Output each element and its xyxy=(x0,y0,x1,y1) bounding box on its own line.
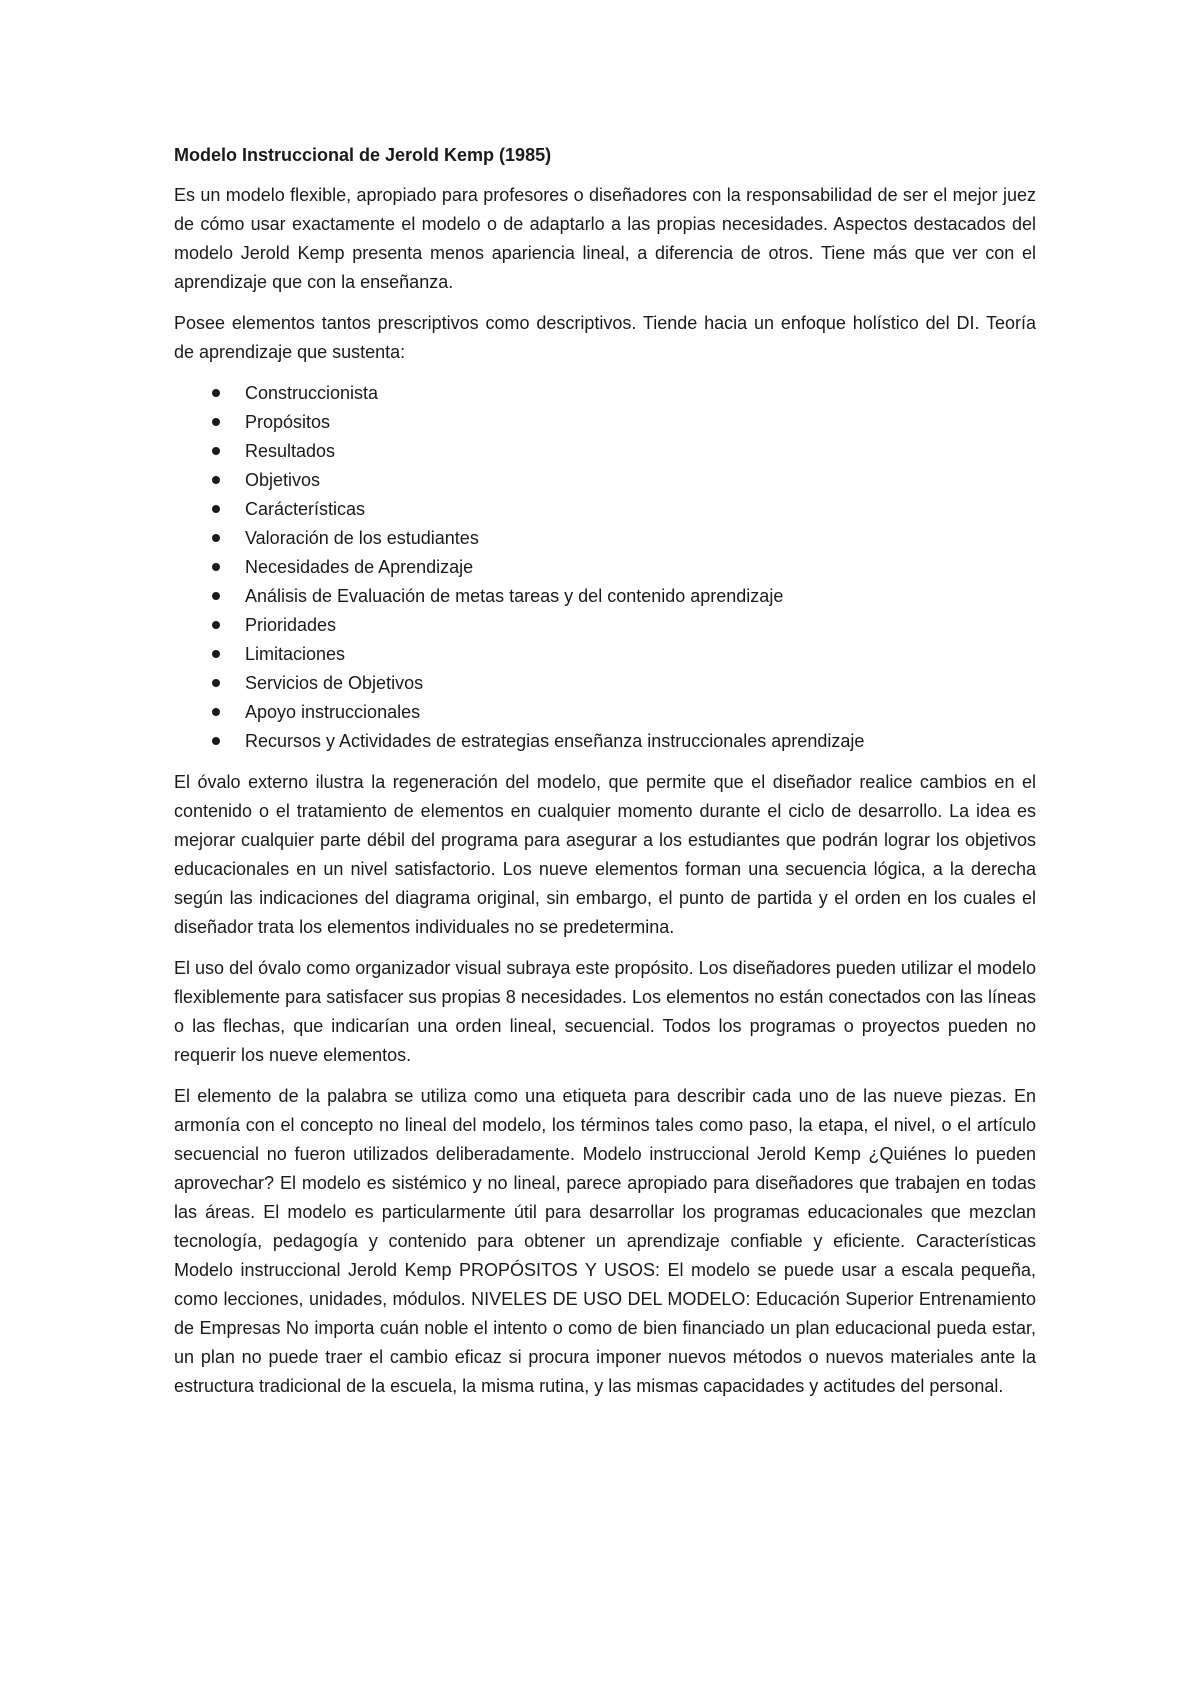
list-item xyxy=(174,727,1036,756)
list-item-text: Prioridades xyxy=(245,615,337,635)
paragraph-theory: Posee elementos tantos prescriptivos como descriptivos. Tiende hacia un enfoque holístico del DI. Teoría de aprendizaje que sustenta: xyxy=(174,313,1036,362)
list-item xyxy=(174,698,1036,727)
bullet-icon xyxy=(212,621,220,629)
list-item-text: Valoración de los estudiantes xyxy=(245,528,479,548)
list-item xyxy=(174,582,1036,611)
list-item xyxy=(174,553,1036,582)
list-item-text: Apoyo instruccionales xyxy=(245,702,421,722)
list-item-text: Necesidades de Aprendizaje xyxy=(245,557,474,577)
bullet-icon xyxy=(212,679,220,687)
paragraph-organizer: El uso del óvalo como organizador visual subraya este propósito. Los diseñadores pueden utilizar el modelo flexiblemente para satisfacer sus propias 8 necesidades. Los elementos no están conectados con las líneas o las flechas, que indicarían una orden lineal, secuencial. Todos los programas o proyectos pueden no requerir los nueve elementos. xyxy=(174,958,1036,1065)
list-item xyxy=(174,466,1036,495)
list-item-text: Carácterísticas xyxy=(245,499,366,519)
bullet-icon xyxy=(212,563,220,571)
list-item-text: Limitaciones xyxy=(245,644,346,664)
bullet-icon xyxy=(212,389,220,397)
list-item-text: Objetivos xyxy=(245,470,321,490)
bullet-list xyxy=(174,379,1036,756)
list-item-text: Propósitos xyxy=(245,412,331,432)
paragraph-element: El elemento de la palabra se utiliza como una etiqueta para describir cada uno de las nueve piezas. En armonía con el concepto no lineal del modelo, los términos tales como paso, la etapa, el nivel, o el artículo secuencial no fueron utilizados deliberadamente. Modelo instruccional Jerold Kemp ¿Quiénes lo pueden aprovechar? El modelo es sistémico y no lineal, parece apropiado para diseñadores que trabajen en todas las áreas. El modelo es particularmente útil para desarrollar los programas educacionales que mezclan tecnología, pedagogía y contenido para obtener un aprendizaje confiable y eficiente. Características Modelo instruccional Jerold Kemp PROPÓSITOS Y USOS: El modelo se puede usar a escala pequeña, como lecciones, unidades, módulos. NIVELES DE USO DEL MODELO: Educación Superior Entrenamiento de Empresas No importa cuán noble el intento o como de bien financiado un plan educacional pueda estar, un plan no puede traer el cambio eficaz si procura imponer nuevos métodos o nuevos materiales ante la estructura tradicional de la escuela, la misma rutina, y las mismas capacidades y actitudes del personal. xyxy=(174,1086,1036,1396)
list-item-text: Análisis de Evaluación de metas tareas y del contenido aprendizaje xyxy=(245,586,784,606)
list-item xyxy=(174,379,1036,408)
bullet-icon xyxy=(212,447,220,455)
list-item xyxy=(174,437,1036,466)
list-item xyxy=(174,669,1036,698)
list-item xyxy=(174,495,1036,524)
list-item xyxy=(174,408,1036,437)
list-item-text: Construccionista xyxy=(245,383,379,403)
bullet-icon xyxy=(212,505,220,513)
document-page xyxy=(174,141,1036,1413)
bullet-icon xyxy=(212,737,220,745)
bullet-icon xyxy=(212,418,220,426)
list-item-text: Resultados xyxy=(245,441,336,461)
list-item xyxy=(174,611,1036,640)
paragraph-oval: El óvalo externo ilustra la regeneración del modelo, que permite que el diseñador realice cambios en el contenido o el tratamiento de elementos en cualquier momento durante el ciclo de desarrollo. La idea es mejorar cualquier parte débil del programa para asegurar a los estudiantes que podrán lograr los objetivos educacionales en un nivel satisfactorio. Los nueve elementos forman una secuencia lógica, a la derecha según las indicaciones del diagrama original, sin embargo, el punto de partida y el orden en los cuales el diseñador trata los elementos individuales no se predetermina. xyxy=(174,772,1036,937)
list-item xyxy=(174,524,1036,553)
bullet-icon xyxy=(212,708,220,716)
document-title: Modelo Instruccional de Jerold Kemp (1985) xyxy=(174,145,552,165)
list-item-text: Recursos y Actividades de estrategias enseñanza instruccionales aprendizaje xyxy=(245,731,865,751)
list-item-text: Servicios de Objetivos xyxy=(245,673,424,693)
bullet-icon xyxy=(212,534,220,542)
bullet-icon xyxy=(212,592,220,600)
bullet-icon xyxy=(212,476,220,484)
list-item xyxy=(174,640,1036,669)
paragraph-intro: Es un modelo flexible, apropiado para profesores o diseñadores con la responsabilidad de ser el mejor juez de cómo usar exactamente el modelo o de adaptarlo a las propias necesidades. Aspectos destacados del modelo Jerold Kemp presenta menos apariencia lineal, a diferencia de otros. Tiene más que ver con el aprendizaje que con la enseñanza. xyxy=(174,185,1036,292)
bullet-icon xyxy=(212,650,220,658)
